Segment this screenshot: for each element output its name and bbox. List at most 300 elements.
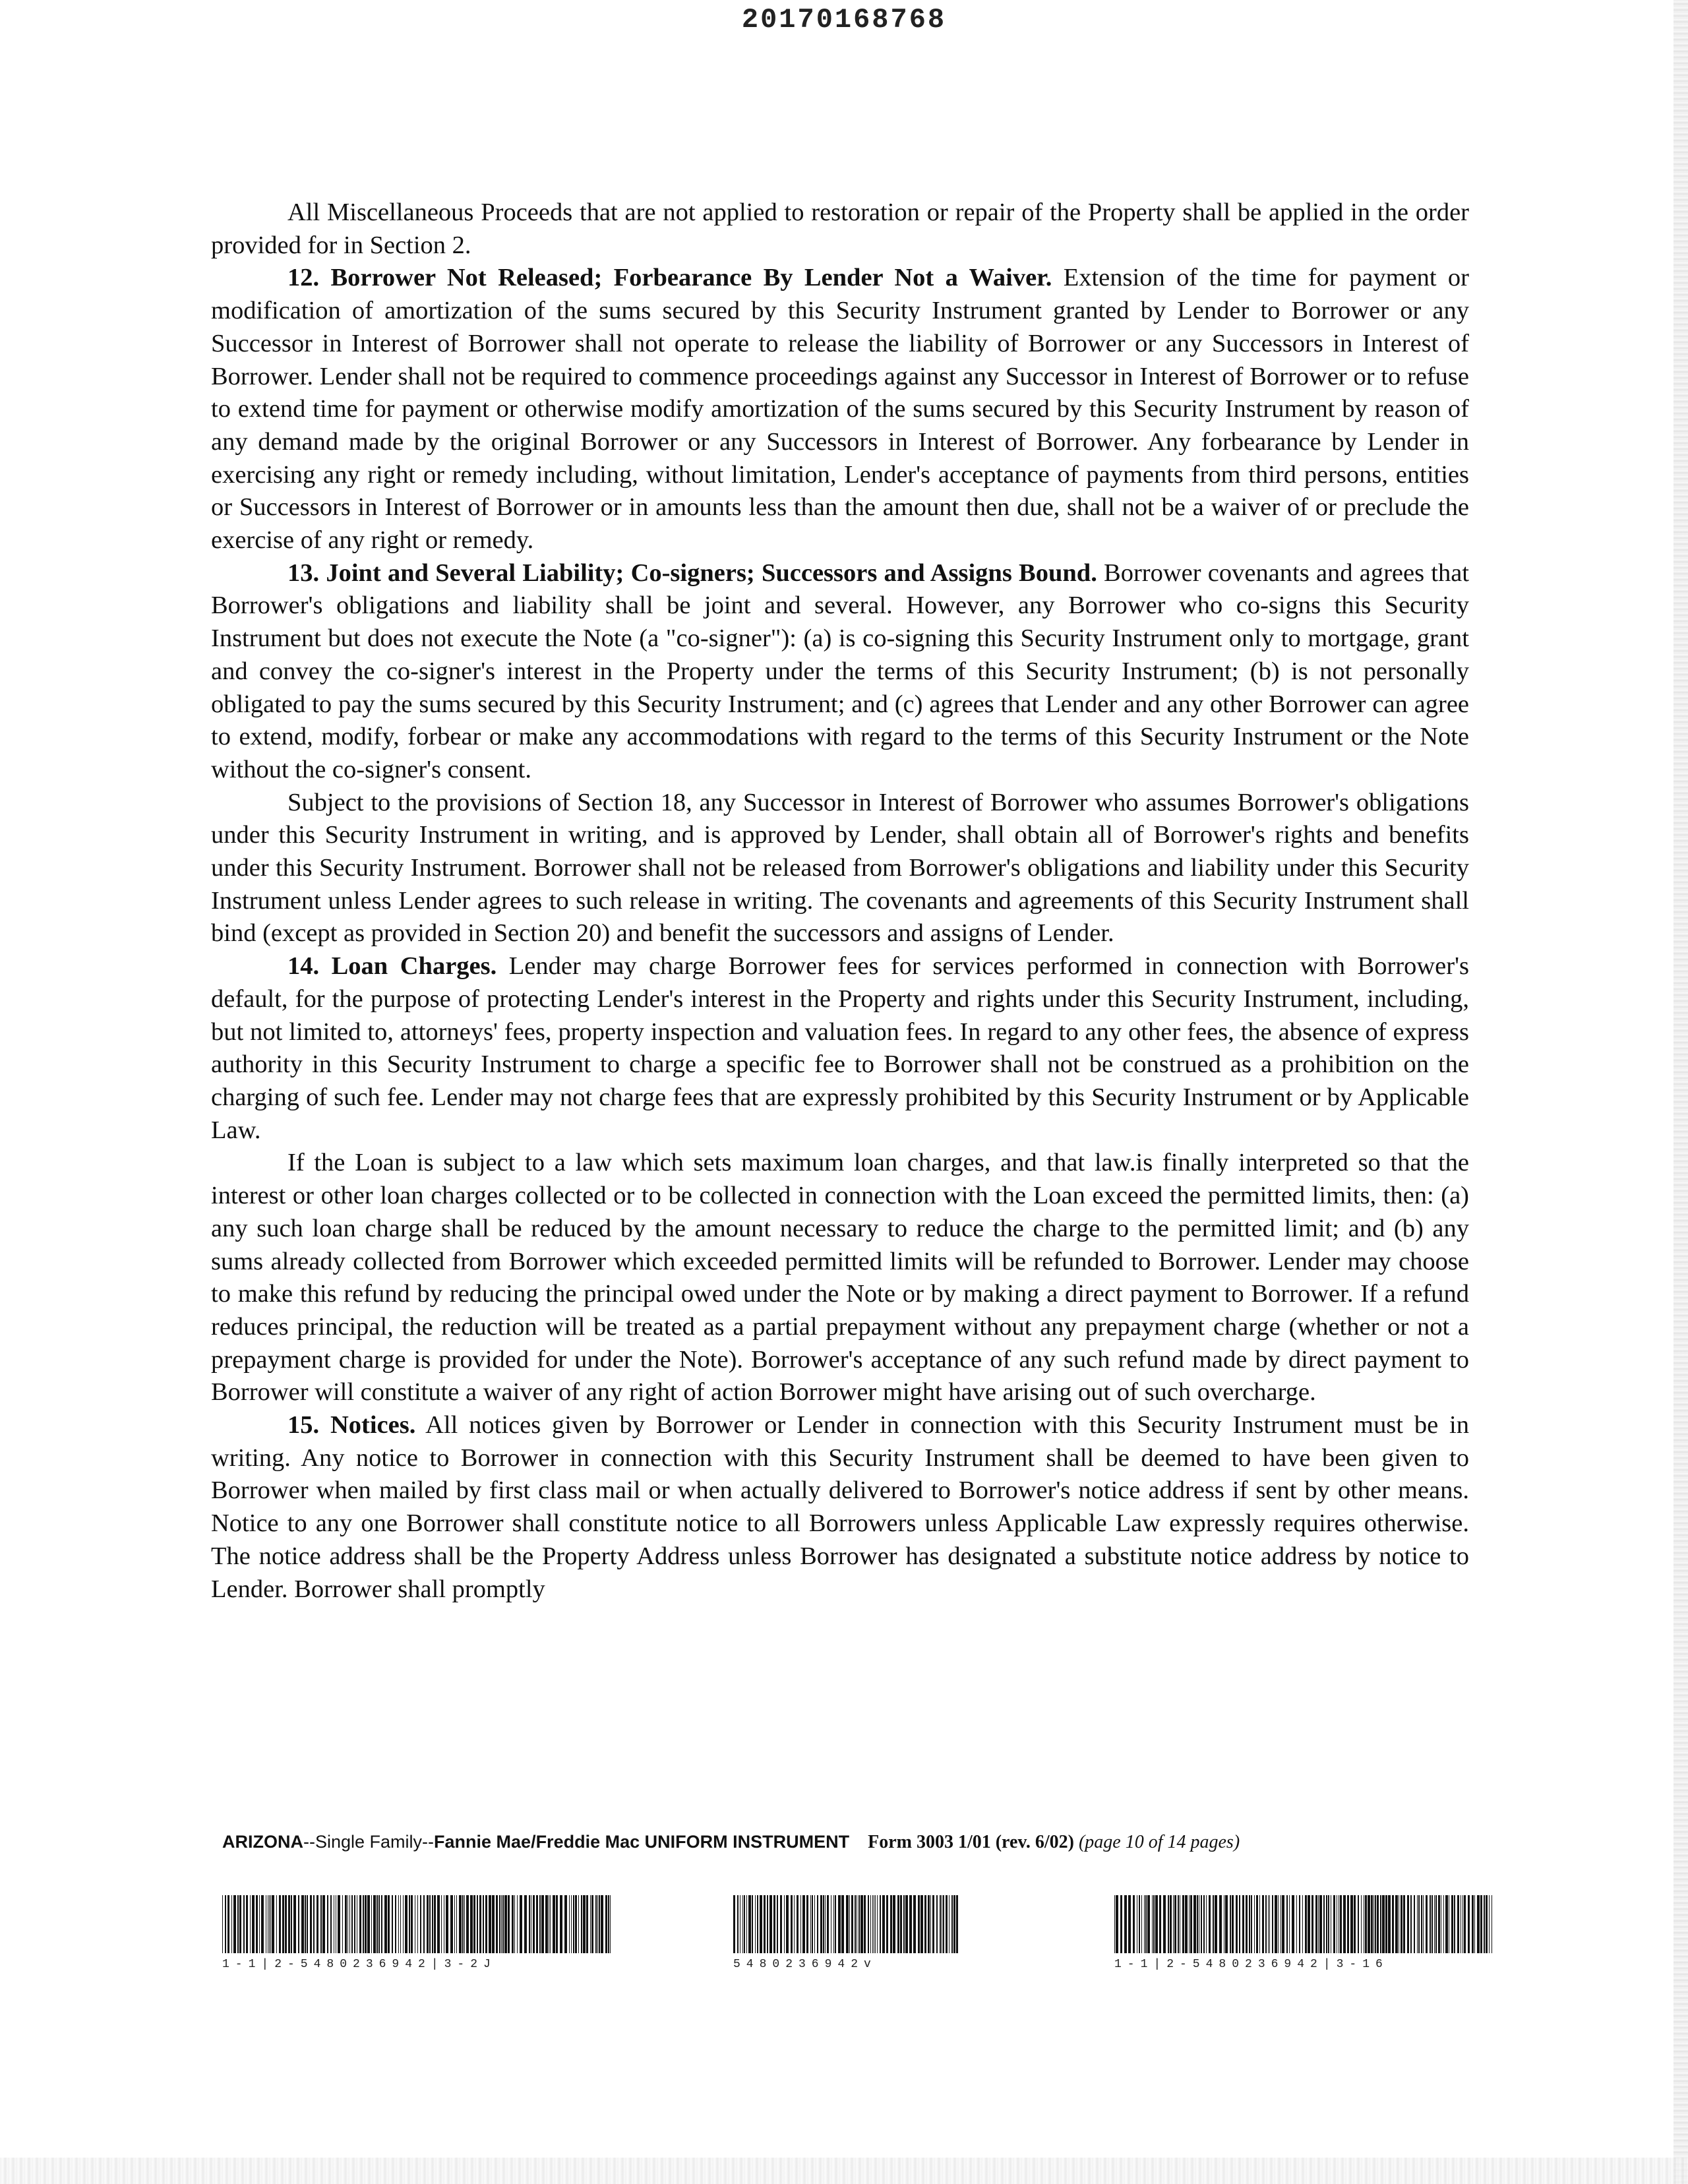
barcode-bar xyxy=(748,1895,751,1953)
barcode-bar xyxy=(1474,1895,1475,1953)
barcode-bar xyxy=(903,1895,905,1953)
barcode-bar xyxy=(599,1895,600,1953)
barcode-bar xyxy=(928,1895,930,1953)
barcode-bar xyxy=(746,1895,747,1953)
barcode-bar xyxy=(450,1895,453,1953)
barcode-bar xyxy=(250,1895,251,1953)
barcode-bar xyxy=(320,1895,322,1953)
barcode-middle xyxy=(733,1895,959,1971)
barcode-bar xyxy=(784,1895,785,1953)
barcode-bar xyxy=(943,1895,944,1953)
barcode-bar xyxy=(246,1895,248,1953)
barcode-bar xyxy=(363,1895,364,1953)
barcode-bar xyxy=(473,1895,475,1953)
barcode-bar xyxy=(1414,1895,1415,1953)
barcode-bar xyxy=(953,1895,955,1953)
barcode-bar xyxy=(1144,1895,1145,1953)
barcode-right-bars xyxy=(1114,1895,1494,1953)
barcode-bar xyxy=(388,1895,390,1953)
barcode-bar xyxy=(791,1895,793,1953)
section-15-title: 15. Notices. xyxy=(287,1411,416,1440)
barcode-bar xyxy=(1311,1895,1313,1953)
barcode-bar xyxy=(1445,1895,1448,1953)
barcode-bar xyxy=(441,1895,442,1953)
barcode-bar xyxy=(1242,1895,1244,1953)
scan-edge-right xyxy=(1673,0,1688,2184)
barcode-bar xyxy=(757,1895,758,1953)
barcode-bar xyxy=(276,1895,277,1953)
barcode-bar xyxy=(349,1895,350,1953)
barcode-bar xyxy=(1170,1895,1172,1953)
barcode-bar xyxy=(1246,1895,1248,1953)
barcode-bar xyxy=(764,1895,766,1953)
barcode-bar xyxy=(880,1895,881,1953)
barcode-bar xyxy=(233,1895,236,1953)
barcode-bar xyxy=(1319,1895,1322,1953)
barcode-bar xyxy=(1354,1895,1356,1953)
barcode-bar xyxy=(1451,1895,1453,1953)
barcode-bar xyxy=(437,1895,440,1953)
barcode-bar xyxy=(1385,1895,1387,1953)
barcode-bar xyxy=(310,1895,312,1953)
barcode-bar xyxy=(512,1895,514,1953)
barcode-bar xyxy=(1302,1895,1303,1953)
barcode-bar xyxy=(556,1895,558,1953)
section-15 xyxy=(211,1409,1469,1606)
barcode-bar xyxy=(1489,1895,1490,1953)
barcode-bar xyxy=(432,1895,433,1953)
barcode-bar xyxy=(1163,1895,1166,1953)
barcode-bar xyxy=(1190,1895,1192,1953)
barcode-bar xyxy=(1434,1895,1435,1953)
barcode-bar xyxy=(252,1895,255,1953)
barcode-bar xyxy=(742,1895,743,1953)
barcode-bar xyxy=(501,1895,502,1953)
barcode-bar xyxy=(777,1895,778,1953)
barcode-bar xyxy=(398,1895,399,1953)
barcode-bar xyxy=(820,1895,822,1953)
barcode-bar xyxy=(496,1895,498,1953)
barcode-bar xyxy=(780,1895,782,1953)
form-footer xyxy=(222,1832,1468,1853)
barcode-bar xyxy=(378,1895,380,1953)
section-15-body: All notices given by Borrower or Lender in connection with this Security Instrument must be in writing. Any notice to Borrower in connection with this Security Instrument shall be deemed to have been given to Borrower when mailed by first class mail or when actually delivered to Borrower's notice address if sent by other means. Notice to any one Borrower shall constitute notice to all Borrowers unless Applicable Law expressly requires otherwise. The notice address shall be the Property Address unless Borrower has designated a substitute notice address by notice to Lender. Borrower shall promptly xyxy=(211,1411,1469,1603)
barcode-bar xyxy=(1259,1895,1260,1953)
barcode-bar xyxy=(1308,1895,1310,1953)
barcode-bar xyxy=(744,1895,745,1953)
barcode-bar xyxy=(1262,1895,1264,1953)
barcode-bar xyxy=(825,1895,826,1953)
barcode-bar xyxy=(591,1895,593,1953)
barcode-bar xyxy=(1159,1895,1161,1953)
barcode-bar xyxy=(354,1895,355,1953)
barcode-bar xyxy=(835,1895,836,1953)
barcode-bar xyxy=(466,1895,469,1953)
barcode-bar xyxy=(1133,1895,1135,1953)
barcode-bar xyxy=(601,1895,603,1953)
barcode-bar xyxy=(872,1895,873,1953)
barcode-bar xyxy=(812,1895,813,1953)
barcode-bar xyxy=(1230,1895,1231,1953)
barcode-bar xyxy=(817,1895,818,1953)
barcode-bar xyxy=(913,1895,916,1953)
barcode-bar xyxy=(514,1895,515,1953)
barcode-bar xyxy=(1254,1895,1255,1953)
barcode-bar xyxy=(1249,1895,1250,1953)
barcode-bar xyxy=(1438,1895,1440,1953)
barcode-bar xyxy=(838,1895,841,1953)
footer-page: (page 10 of 14 pages) xyxy=(1078,1832,1240,1852)
barcode-bar xyxy=(553,1895,555,1953)
barcode-bar xyxy=(1219,1895,1222,1953)
barcode-bar xyxy=(1426,1895,1428,1953)
barcode-bar xyxy=(545,1895,548,1953)
barcode-bar xyxy=(794,1895,795,1953)
barcode-bar xyxy=(405,1895,407,1953)
barcode-bar xyxy=(1114,1895,1115,1953)
section-14-title: 14. Loan Charges. xyxy=(287,952,497,981)
barcode-bar xyxy=(595,1895,597,1953)
barcode-bar xyxy=(239,1895,241,1953)
barcode-right xyxy=(1114,1895,1494,1971)
barcode-bar xyxy=(1178,1895,1179,1953)
barcode-bar xyxy=(1343,1895,1346,1953)
barcode-bar xyxy=(508,1895,510,1953)
section-14-paragraph-2: If the Loan is subject to a law which sets maximum loan charges, and that law.is finally interpreted so that the interest or other loan charges collected or to be collected in connection with the Loan exceed the permitted limits, then: (a) any such loan charge shall be reduced by the amount necessary to reduce the charge to the permitted limit; and (b) any sums already collected from Borrower which exceeded permitted limits will be refunded to Borrower. Lender may choose to make this refund by reducing the principal owed under the Note or by making a direct payment to Borrower. If a refund reduces principal, the reduction will be treated as a partial prepayment without any prepayment charge (whether or not a prepayment charge is provided for under the Note). Borrower's acceptance of any such refund made by direct payment to Borrower will constitute a waiver of any right of action Borrower might have arising out of such overcharge. xyxy=(211,1149,1469,1407)
barcode-bar xyxy=(365,1895,367,1953)
barcode-left-code: 1-1|2-5480236942|3-2J xyxy=(222,1958,497,1971)
barcode-bar xyxy=(377,1895,378,1953)
barcode-bar xyxy=(946,1895,948,1953)
barcode-bar xyxy=(1454,1895,1455,1953)
barcode-middle-bars xyxy=(733,1895,959,1953)
barcode-bar xyxy=(279,1895,281,1953)
barcode-bar xyxy=(1432,1895,1433,1953)
barcode-bar xyxy=(1410,1895,1412,1953)
barcode-bar xyxy=(860,1895,863,1953)
barcode-bar xyxy=(1373,1895,1374,1953)
barcode-bar xyxy=(1421,1895,1422,1953)
barcode-bar xyxy=(285,1895,287,1953)
section-12-body: Extension of the time for payment or modification of amortization of the sums secured by this Security Instrument granted by Lender to Borrower or any Successor in Interest of Borrower shall not operate to release the liability of Borrower or any Successors in Interest of Borrower. Lender shall not be required to commence proceedings against any Successor in Interest of Borrower or to refuse to extend time for payment or otherwise modify amortization of the sums secured by this Security Instrument by reason of any demand made by the original Borrower or any Successors in Interest of Borrower. Any forbearance by Lender in exercising any right or remedy including, without limitation, Lender's acceptance of payments from third persons, entities or Successors in Interest of Borrower or in amounts less than the amount then due, shall not be a waiver of or preclude the exercise of any right or remedy. xyxy=(211,264,1470,555)
barcode-bar xyxy=(1368,1895,1370,1953)
barcode-bar xyxy=(900,1895,902,1953)
barcode-bar xyxy=(1375,1895,1376,1953)
barcode-bar xyxy=(1388,1895,1391,1953)
barcode-bar xyxy=(243,1895,245,1953)
barcode-bar xyxy=(1145,1895,1147,1953)
barcode-bar xyxy=(1315,1895,1317,1953)
barcode-bar xyxy=(1193,1895,1196,1953)
barcode-bar xyxy=(479,1895,481,1953)
barcode-bar xyxy=(823,1895,824,1953)
barcode-bar xyxy=(608,1895,609,1953)
document-body xyxy=(211,197,1469,1606)
barcode-bar xyxy=(489,1895,491,1953)
barcode-bar xyxy=(855,1895,856,1953)
barcode-bar xyxy=(786,1895,789,1953)
barcode-bar xyxy=(755,1895,756,1953)
barcode-bar xyxy=(423,1895,425,1953)
barcode-bar xyxy=(371,1895,372,1953)
section-13-title: 13. Joint and Several Liability; Co-signers; Successors and Assigns Bound. xyxy=(287,559,1097,587)
barcode-bar xyxy=(841,1895,844,1953)
barcode-bar xyxy=(259,1895,260,1953)
barcode-bar xyxy=(1182,1895,1184,1953)
footer-state: ARIZONA xyxy=(222,1832,303,1852)
barcode-bar xyxy=(477,1895,478,1953)
barcode-bar xyxy=(1435,1895,1437,1953)
barcode-bar xyxy=(560,1895,562,1953)
barcode-bar xyxy=(1116,1895,1118,1953)
barcode-bar xyxy=(1464,1895,1466,1953)
barcode-bar xyxy=(536,1895,538,1953)
barcode-bar xyxy=(605,1895,607,1953)
barcode-bar xyxy=(1443,1895,1444,1953)
barcode-bar xyxy=(1251,1895,1252,1953)
barcode-bar xyxy=(485,1895,487,1953)
barcode-bar xyxy=(1225,1895,1228,1953)
barcode-bar xyxy=(1189,1895,1190,1953)
barcode-bar xyxy=(920,1895,923,1953)
barcode-bar xyxy=(1403,1895,1405,1953)
section-14 xyxy=(211,950,1469,1147)
barcode-bar xyxy=(539,1895,541,1953)
barcode-bar xyxy=(1147,1895,1150,1953)
barcode-bar xyxy=(951,1895,953,1953)
barcode-bar xyxy=(752,1895,753,1953)
barcode-bar xyxy=(417,1895,418,1953)
barcode-bar xyxy=(1358,1895,1359,1953)
barcode-left xyxy=(222,1895,613,1971)
barcode-bar xyxy=(237,1895,239,1953)
barcode-bar xyxy=(1120,1895,1122,1953)
barcode-bar xyxy=(342,1895,343,1953)
barcode-bar xyxy=(1168,1895,1169,1953)
barcode-bar xyxy=(456,1895,457,1953)
barcode-bar xyxy=(569,1895,570,1953)
barcode-bar xyxy=(773,1895,775,1953)
barcode-bar xyxy=(1124,1895,1127,1953)
barcode-bar xyxy=(434,1895,436,1953)
barcode-bar xyxy=(282,1895,284,1953)
barcode-bar xyxy=(330,1895,332,1953)
barcode-bar xyxy=(949,1895,950,1953)
barcode-bar xyxy=(313,1895,315,1953)
barcode-bar xyxy=(1407,1895,1409,1953)
barcode-bar xyxy=(269,1895,270,1953)
barcode-bar xyxy=(1472,1895,1474,1953)
barcode-bar xyxy=(1296,1895,1297,1953)
barcode-bar xyxy=(882,1895,885,1953)
barcode-bar xyxy=(1256,1895,1258,1953)
barcode-bar xyxy=(392,1895,393,1953)
barcode-bar xyxy=(464,1895,465,1953)
barcode-bar xyxy=(367,1895,370,1953)
barcode-bar xyxy=(583,1895,586,1953)
footer-agency: Fannie Mae/Freddie Mac UNIFORM INSTRUMENT xyxy=(434,1832,850,1852)
barcode-bar xyxy=(864,1895,866,1953)
barcode-bar xyxy=(1128,1895,1131,1953)
barcode-bar xyxy=(411,1895,413,1953)
barcode-bar xyxy=(849,1895,850,1953)
barcode-bar xyxy=(581,1895,582,1953)
barcode-middle-code: 5480236942v xyxy=(733,1958,877,1971)
barcode-bar xyxy=(550,1895,551,1953)
barcode-bar xyxy=(1468,1895,1470,1953)
barcode-bar xyxy=(810,1895,811,1953)
barcode-bar xyxy=(533,1895,535,1953)
barcode-bar xyxy=(1486,1895,1488,1953)
barcode-bar xyxy=(307,1895,308,1953)
barcode-bar xyxy=(1232,1895,1234,1953)
barcode-bar xyxy=(1289,1895,1290,1953)
barcode-bar xyxy=(427,1895,429,1953)
barcode-bar xyxy=(459,1895,462,1953)
barcode-bar xyxy=(1333,1895,1335,1953)
barcode-bar xyxy=(384,1895,387,1953)
barcode-bar xyxy=(1361,1895,1362,1953)
barcode-bar xyxy=(1213,1895,1214,1953)
section-13-body: Borrower covenants and agrees that Borrower's obligations and liability shall be joint and several. However, any Borrower who co-signs this Security Instrument but does not execute the Note (a "co-signer"): (a) is co-signing this Security Instrument only to mortgage, grant and convey the co-signer's interest in the Property under the terms of this Security Instrument; (b) is not personally obligated to pay the sums secured by this Security Instrument; and (c) agrees that Lender and any other Borrower can agree to extend, modify, forbear or make any accommodations with regard to the terms of this Security Instrument or the Note without the co-signer's consent. xyxy=(211,559,1469,783)
barcode-bar xyxy=(270,1895,271,1953)
barcode-bar xyxy=(227,1895,229,1953)
barcode-bar xyxy=(1418,1895,1420,1953)
barcode-bar xyxy=(1141,1895,1142,1953)
barcode-bar xyxy=(800,1895,801,1953)
barcode-bar xyxy=(1275,1895,1277,1953)
barcode-bar xyxy=(502,1895,504,1953)
barcode-bar xyxy=(529,1895,530,1953)
barcode-bar xyxy=(956,1895,958,1953)
recording-number: 20170168768 xyxy=(741,4,947,36)
barcode-bar xyxy=(1201,1895,1202,1953)
barcode-bar xyxy=(1292,1895,1294,1953)
barcode-bar xyxy=(1278,1895,1279,1953)
barcode-bar xyxy=(1340,1895,1342,1953)
barcode-bar xyxy=(420,1895,421,1953)
barcode-bar xyxy=(1174,1895,1176,1953)
barcode-bar xyxy=(524,1895,527,1953)
barcode-bar xyxy=(492,1895,495,1953)
barcode-bar xyxy=(231,1895,232,1953)
barcode-bar xyxy=(1239,1895,1240,1953)
barcode-bar xyxy=(256,1895,258,1953)
barcode-bar xyxy=(1350,1895,1353,1953)
barcode-bar xyxy=(1305,1895,1307,1953)
barcode-bar xyxy=(359,1895,361,1953)
barcode-bar xyxy=(1155,1895,1158,1953)
barcode-bar xyxy=(1417,1895,1418,1953)
barcode-bar xyxy=(1326,1895,1327,1953)
barcode-bar xyxy=(1153,1895,1155,1953)
barcode-bar xyxy=(499,1895,500,1953)
barcode-bar xyxy=(1480,1895,1482,1953)
barcode-bar xyxy=(1268,1895,1269,1953)
barcode-bar xyxy=(893,1895,895,1953)
barcode-bar xyxy=(1382,1895,1385,1953)
barcode-bar xyxy=(1272,1895,1273,1953)
barcode-bar xyxy=(1206,1895,1207,1953)
barcode-bar xyxy=(517,1895,518,1953)
barcode-bar xyxy=(1365,1895,1367,1953)
barcode-bar xyxy=(868,1895,869,1953)
footer-form: Form 3003 1/01 (rev. 6/02) xyxy=(868,1832,1074,1852)
barcode-bar xyxy=(1395,1895,1398,1953)
barcode-bar xyxy=(610,1895,611,1953)
barcode-bar xyxy=(400,1895,401,1953)
barcode-bar xyxy=(1215,1895,1217,1953)
barcode-bar xyxy=(470,1895,473,1953)
barcode-bar xyxy=(806,1895,808,1953)
barcode-bar xyxy=(454,1895,455,1953)
barcode-bar xyxy=(905,1895,908,1953)
barcode-bar xyxy=(932,1895,934,1953)
barcode-bar xyxy=(573,1895,574,1953)
barcode-bar xyxy=(870,1895,871,1953)
barcode-bar xyxy=(846,1895,849,1953)
barcode-bar xyxy=(395,1895,396,1953)
barcode-bar xyxy=(827,1895,829,1953)
barcode-bar xyxy=(1282,1895,1284,1953)
barcode-bar xyxy=(767,1895,768,1953)
barcode-right-code: 1-1|2-5480236942|3-16 xyxy=(1114,1958,1389,1971)
barcode-bar xyxy=(298,1895,299,1953)
barcode-bar xyxy=(733,1895,735,1953)
barcode-bar xyxy=(1423,1895,1424,1953)
barcode-bar xyxy=(1265,1895,1267,1953)
barcode-bar xyxy=(1139,1895,1140,1953)
barcode-bar xyxy=(288,1895,290,1953)
barcode-bar xyxy=(301,1895,304,1953)
barcode-bar xyxy=(890,1895,892,1953)
barcode-bar xyxy=(897,1895,899,1953)
barcode-bar xyxy=(1457,1895,1459,1953)
barcode-bar xyxy=(1197,1895,1198,1953)
barcode-bar xyxy=(833,1895,834,1953)
barcode-bar xyxy=(293,1895,296,1953)
section-12 xyxy=(211,262,1469,557)
barcode-bar xyxy=(446,1895,448,1953)
barcode-bar xyxy=(322,1895,325,1953)
barcode-bar xyxy=(1286,1895,1288,1953)
barcode-bar xyxy=(814,1895,815,1953)
barcode-bar xyxy=(541,1895,544,1953)
barcode-bar xyxy=(403,1895,404,1953)
barcode-bar xyxy=(1347,1895,1349,1953)
barcode-bar xyxy=(859,1895,860,1953)
barcode-bar xyxy=(429,1895,431,1953)
section-13-paragraph-2: Subject to the provisions of Section 18, any Successor in Interest of Borrower who assumes Borrower's obligations under this Security Instrument in writing, and is approved by Lender, shall obtain all of Borrower's rights and benefits under this Security Instrument. Borrower shall not be released from Borrower's obligations and liability under this Security Instrument unless Lender agrees to such release in writing. The covenants and agreements of this Security Instrument shall bind (except as provided in Section 20) and benefit the successors and assigns of Lender. xyxy=(211,788,1469,948)
barcode-bar xyxy=(1318,1895,1319,1953)
barcode-bar xyxy=(1236,1895,1238,1953)
barcode-bar xyxy=(1477,1895,1480,1953)
scan-edge-bottom xyxy=(0,2158,1688,2184)
barcode-bar xyxy=(769,1895,772,1953)
barcode-bar xyxy=(564,1895,567,1953)
barcode-bar xyxy=(1371,1895,1373,1953)
barcode-bar xyxy=(409,1895,410,1953)
barcode-bar xyxy=(737,1895,738,1953)
barcode-bar xyxy=(305,1895,306,1953)
barcode-bar xyxy=(1401,1895,1402,1953)
barcode-bar xyxy=(520,1895,522,1953)
barcode-bar xyxy=(338,1895,340,1953)
barcode-bar xyxy=(1185,1895,1188,1953)
barcode-bar xyxy=(851,1895,853,1953)
barcode-bar xyxy=(590,1895,591,1953)
barcode-bar xyxy=(1377,1895,1379,1953)
